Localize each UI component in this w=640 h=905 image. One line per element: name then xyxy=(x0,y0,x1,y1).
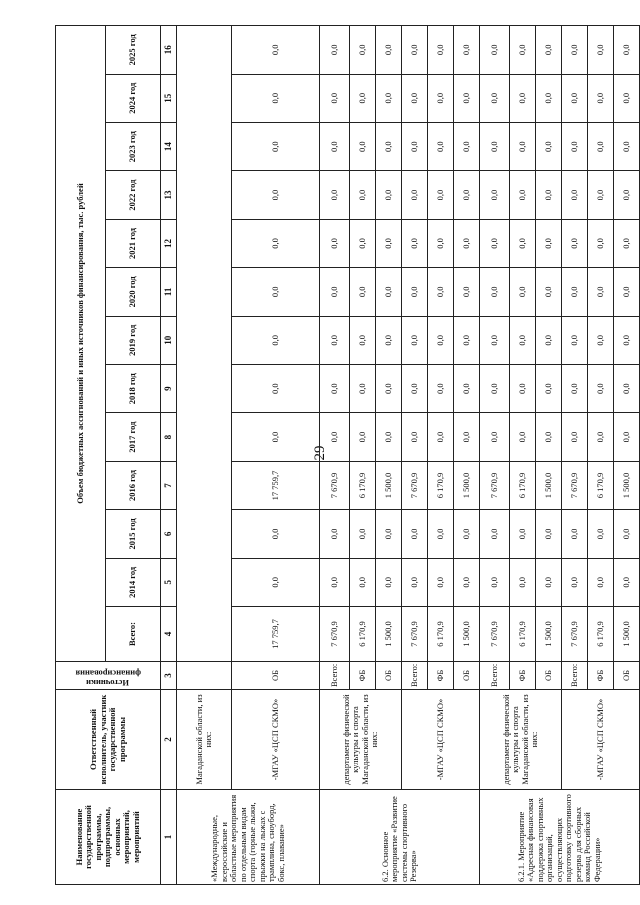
row-year-value: 0,0 xyxy=(454,122,480,170)
row-source: ОБ xyxy=(376,662,402,690)
row-year-value: 0,0 xyxy=(614,26,640,75)
row-year-value: 0,0 xyxy=(454,26,480,75)
row-year-value: 0,0 xyxy=(536,510,562,558)
row-year-value: 0,0 xyxy=(376,26,402,75)
table-row xyxy=(320,26,350,885)
row-year-value: 0,0 xyxy=(376,219,402,267)
row-year-value: 6 170,9 xyxy=(510,461,536,509)
table-row xyxy=(402,26,428,885)
row-year-value: 0,0 xyxy=(320,268,350,316)
row-year-value: 0,0 xyxy=(614,413,640,461)
row-year-value: 0,0 xyxy=(562,316,588,364)
row-year-value: 0,0 xyxy=(536,122,562,170)
row-year-value: 0,0 xyxy=(402,268,428,316)
row-year-value: 0,0 xyxy=(536,219,562,267)
row-year-value: 0,0 xyxy=(454,364,480,412)
row-year-value: 0,0 xyxy=(614,510,640,558)
row-year-value: 0,0 xyxy=(402,558,428,606)
header-year: 2018 год xyxy=(106,364,161,412)
row-year-value: 0,0 xyxy=(376,74,402,122)
row-year-value: 0,0 xyxy=(454,268,480,316)
row-year-value: 0,0 xyxy=(588,122,614,170)
row-year-value: 0,0 xyxy=(232,268,320,316)
row-year-value: 0,0 xyxy=(350,316,376,364)
row-year-value: 0,0 xyxy=(320,558,350,606)
row-year-value: 0,0 xyxy=(232,219,320,267)
column-number: 6 xyxy=(161,510,177,558)
row-year-value: 0,0 xyxy=(588,413,614,461)
row-executor: департамент физической культуры и спорта Магаданской области, из них: xyxy=(320,690,402,790)
row-year-value: 0,0 xyxy=(614,74,640,122)
row-total-value: 6 170,9 xyxy=(428,607,454,662)
row-values-empty xyxy=(177,26,232,662)
row-year-value: 6 170,9 xyxy=(428,461,454,509)
row-year-value: 0,0 xyxy=(350,122,376,170)
row-year-value: 0,0 xyxy=(232,413,320,461)
row-total-value: 7 670,9 xyxy=(480,607,510,662)
row-year-value: 0,0 xyxy=(350,510,376,558)
row-source: ФБ xyxy=(350,662,376,690)
header-year: 2022 год xyxy=(106,171,161,219)
row-year-value: 0,0 xyxy=(428,364,454,412)
row-year-value: 0,0 xyxy=(402,364,428,412)
row-year-value: 0,0 xyxy=(588,268,614,316)
row-year-value: 0,0 xyxy=(480,74,510,122)
row-year-value: 0,0 xyxy=(402,26,428,75)
column-number: 16 xyxy=(161,26,177,75)
column-number: 7 xyxy=(161,461,177,509)
row-year-value: 0,0 xyxy=(614,364,640,412)
row-total-value: 1 500,0 xyxy=(454,607,480,662)
row-total-value: 1 500,0 xyxy=(614,607,640,662)
row-year-value: 0,0 xyxy=(510,413,536,461)
row-year-value: 0,0 xyxy=(588,364,614,412)
header-volume: Объем бюджетных ассигнований и иных источников финансирования, тыс. рублей xyxy=(56,26,106,662)
row-year-value: 0,0 xyxy=(402,316,428,364)
row-year-value: 0,0 xyxy=(480,510,510,558)
row-year-value: 0,0 xyxy=(320,26,350,75)
row-source: ОБ xyxy=(614,662,640,690)
row-year-value: 0,0 xyxy=(562,219,588,267)
column-number: 2 xyxy=(161,690,177,790)
row-year-value: 0,0 xyxy=(320,171,350,219)
row-year-value: 0,0 xyxy=(402,171,428,219)
row-year-value: 0,0 xyxy=(510,364,536,412)
row-executor: -МГАУ «ЦСП СКМО» xyxy=(232,690,320,790)
row-year-value: 0,0 xyxy=(510,268,536,316)
row-year-value: 0,0 xyxy=(232,171,320,219)
row-year-value: 0,0 xyxy=(376,558,402,606)
row-year-value: 0,0 xyxy=(320,122,350,170)
row-year-value: 0,0 xyxy=(614,122,640,170)
row-year-value: 0,0 xyxy=(232,26,320,75)
row-year-value: 0,0 xyxy=(402,74,428,122)
row-year-value: 0,0 xyxy=(320,219,350,267)
row-year-value: 0,0 xyxy=(428,558,454,606)
row-source: ОБ xyxy=(536,662,562,690)
row-year-value: 0,0 xyxy=(480,364,510,412)
row-year-value: 0,0 xyxy=(350,413,376,461)
row-year-value: 0,0 xyxy=(376,171,402,219)
row-year-value: 0,0 xyxy=(480,268,510,316)
row-year-value: 0,0 xyxy=(480,26,510,75)
row-year-value: 0,0 xyxy=(588,316,614,364)
row-total-value: 6 170,9 xyxy=(588,607,614,662)
row-year-value: 0,0 xyxy=(320,364,350,412)
column-number-row xyxy=(161,26,177,885)
row-year-value: 0,0 xyxy=(562,268,588,316)
rotated-page xyxy=(55,25,635,885)
row-year-value: 0,0 xyxy=(428,171,454,219)
header-year: 2024 год xyxy=(106,74,161,122)
header-total: Всего: xyxy=(106,607,161,662)
row-year-value: 0,0 xyxy=(428,413,454,461)
row-year-value: 0,0 xyxy=(480,122,510,170)
row-executor: -МГАУ «ЦСП СКМО» xyxy=(402,690,480,790)
header-year: 2014 год xyxy=(106,558,161,606)
row-year-value: 0,0 xyxy=(376,122,402,170)
row-year-value: 6 170,9 xyxy=(350,461,376,509)
row-year-value: 0,0 xyxy=(588,219,614,267)
row-year-value: 0,0 xyxy=(428,510,454,558)
page-number: 29 xyxy=(312,445,328,461)
row-year-value: 0,0 xyxy=(536,316,562,364)
row-year-value: 0,0 xyxy=(562,364,588,412)
row-executor: -МГАУ «ЦСП СКМО» xyxy=(562,690,640,790)
row-year-value: 0,0 xyxy=(480,413,510,461)
row-year-value: 0,0 xyxy=(428,219,454,267)
row-year-value: 0,0 xyxy=(232,122,320,170)
row-year-value: 0,0 xyxy=(614,219,640,267)
column-number: 14 xyxy=(161,122,177,170)
row-total-value: 7 670,9 xyxy=(562,607,588,662)
row-year-value: 0,0 xyxy=(428,74,454,122)
table-row xyxy=(480,26,510,885)
row-source: ОБ xyxy=(454,662,480,690)
row-year-value: 0,0 xyxy=(562,558,588,606)
row-source: Всего: xyxy=(480,662,510,690)
row-year-value: 0,0 xyxy=(232,316,320,364)
row-year-value: 0,0 xyxy=(588,26,614,75)
row-year-value: 0,0 xyxy=(588,171,614,219)
column-number: 9 xyxy=(161,364,177,412)
header-year: 2020 год xyxy=(106,268,161,316)
column-number: 10 xyxy=(161,316,177,364)
row-year-value: 0,0 xyxy=(232,510,320,558)
row-name: 6.2.1. Мероприятие «Адресная финансовая поддержка спортивных организаций, осуществляющих подготовку спортивного резерва для сборных команд Российской Федерации» xyxy=(480,790,640,885)
row-year-value: 0,0 xyxy=(350,364,376,412)
row-total-value: 6 170,9 xyxy=(510,607,536,662)
row-year-value: 0,0 xyxy=(510,510,536,558)
row-year-value: 0,0 xyxy=(562,413,588,461)
row-source: ФБ xyxy=(510,662,536,690)
row-year-value: 0,0 xyxy=(232,558,320,606)
row-year-value: 0,0 xyxy=(232,74,320,122)
row-year-value: 7 670,9 xyxy=(402,461,428,509)
header-year: 2025 год xyxy=(106,26,161,75)
row-total-value: 1 500,0 xyxy=(376,607,402,662)
header-year: 2017 год xyxy=(106,413,161,461)
row-year-value: 0,0 xyxy=(614,558,640,606)
row-year-value: 7 670,9 xyxy=(480,461,510,509)
column-number: 5 xyxy=(161,558,177,606)
row-year-value: 0,0 xyxy=(562,26,588,75)
row-year-value: 0,0 xyxy=(536,268,562,316)
header-name: Наименование государственной программы, подпрограммы, основных мероприятий, мероприятий xyxy=(56,790,161,885)
row-year-value: 0,0 xyxy=(350,74,376,122)
row-name: 6.2. Основное мероприятие «Развитие системы спортивного Резерва» xyxy=(320,790,480,885)
row-year-value: 0,0 xyxy=(402,219,428,267)
header-executor: Ответственный исполнитель, участник государственной программы xyxy=(56,690,161,790)
row-year-value: 0,0 xyxy=(480,558,510,606)
row-year-value: 0,0 xyxy=(350,268,376,316)
row-year-value: 0,0 xyxy=(510,316,536,364)
row-year-value: 0,0 xyxy=(562,74,588,122)
row-year-value: 0,0 xyxy=(454,510,480,558)
row-year-value: 0,0 xyxy=(562,122,588,170)
row-year-value: 7 670,9 xyxy=(562,461,588,509)
row-year-value: 0,0 xyxy=(320,413,350,461)
column-number: 13 xyxy=(161,171,177,219)
row-year-value: 0,0 xyxy=(376,316,402,364)
row-year-value: 0,0 xyxy=(454,171,480,219)
header-source xyxy=(56,662,161,690)
row-total-value: 7 670,9 xyxy=(402,607,428,662)
row-year-value: 0,0 xyxy=(350,26,376,75)
row-source: Всего: xyxy=(562,662,588,690)
column-number: 8 xyxy=(161,413,177,461)
row-year-value: 0,0 xyxy=(510,74,536,122)
row-year-value: 0,0 xyxy=(454,413,480,461)
column-number: 15 xyxy=(161,74,177,122)
row-year-value: 0,0 xyxy=(402,122,428,170)
row-year-value: 1 500,0 xyxy=(614,461,640,509)
row-name: «Международные, всероссийские и областные мероприятия по отдельным видам спорта (горные лыжи, прыжки на лыжах с трамплина, сноуборд, бокс, плавание» xyxy=(177,790,320,885)
row-year-value: 0,0 xyxy=(350,219,376,267)
row-year-value: 0,0 xyxy=(510,26,536,75)
row-year-value: 0,0 xyxy=(614,171,640,219)
row-year-value: 0,0 xyxy=(376,510,402,558)
row-year-value: 0,0 xyxy=(536,26,562,75)
row-year-value: 0,0 xyxy=(402,413,428,461)
row-year-value: 1 500,0 xyxy=(376,461,402,509)
header-source-text: Источники финансирования xyxy=(75,668,141,688)
row-year-value: 0,0 xyxy=(480,316,510,364)
row-year-value: 0,0 xyxy=(562,171,588,219)
row-year-value: 0,0 xyxy=(376,364,402,412)
row-year-value: 0,0 xyxy=(510,171,536,219)
header-year: 2021 год xyxy=(106,219,161,267)
row-year-value: 0,0 xyxy=(350,171,376,219)
row-year-value: 0,0 xyxy=(510,219,536,267)
row-year-value: 0,0 xyxy=(428,26,454,75)
row-source: Всего: xyxy=(402,662,428,690)
row-year-value: 0,0 xyxy=(232,364,320,412)
row-year-value: 1 500,0 xyxy=(454,461,480,509)
row-year-value: 0,0 xyxy=(536,171,562,219)
row-year-value: 0,0 xyxy=(614,268,640,316)
table-row xyxy=(562,26,588,885)
row-source: ФБ xyxy=(428,662,454,690)
row-year-value: 0,0 xyxy=(588,74,614,122)
row-executor: Магаданской области, из них: xyxy=(177,690,232,790)
row-year-value: 0,0 xyxy=(480,219,510,267)
row-year-value: 0,0 xyxy=(428,122,454,170)
row-source: ФБ xyxy=(588,662,614,690)
row-year-value: 0,0 xyxy=(536,74,562,122)
row-year-value: 0,0 xyxy=(536,364,562,412)
row-year-value: 0,0 xyxy=(320,510,350,558)
row-year-value: 0,0 xyxy=(480,171,510,219)
column-number: 3 xyxy=(161,662,177,690)
row-year-value: 0,0 xyxy=(562,510,588,558)
row-executor: департамент физической культуры и спорта Магаданской области, из них: xyxy=(480,690,562,790)
header-year: 2015 год xyxy=(106,510,161,558)
row-year-value: 0,0 xyxy=(454,316,480,364)
column-number: 11 xyxy=(161,268,177,316)
column-number: 1 xyxy=(161,790,177,885)
row-year-value: 0,0 xyxy=(428,316,454,364)
row-year-value: 0,0 xyxy=(320,74,350,122)
header-year: 2023 год xyxy=(106,122,161,170)
row-year-value: 6 170,9 xyxy=(588,461,614,509)
row-year-value: 0,0 xyxy=(536,413,562,461)
row-total-value: 1 500,0 xyxy=(536,607,562,662)
table-row xyxy=(232,26,320,885)
row-year-value: 0,0 xyxy=(510,558,536,606)
column-number: 4 xyxy=(161,607,177,662)
row-year-value: 17 759,7 xyxy=(232,461,320,509)
row-year-value: 0,0 xyxy=(588,558,614,606)
row-source: Всего: xyxy=(320,662,350,690)
column-number: 12 xyxy=(161,219,177,267)
row-year-value: 0,0 xyxy=(454,74,480,122)
row-year-value: 1 500,0 xyxy=(536,461,562,509)
header-year: 2019 год xyxy=(106,316,161,364)
row-year-value: 0,0 xyxy=(350,558,376,606)
row-year-value: 0,0 xyxy=(588,510,614,558)
header-year: 2016 год xyxy=(106,461,161,509)
row-year-value: 0,0 xyxy=(614,316,640,364)
row-year-value: 0,0 xyxy=(320,316,350,364)
row-year-value: 0,0 xyxy=(536,558,562,606)
row-year-value: 0,0 xyxy=(428,268,454,316)
financing-table xyxy=(55,25,640,885)
row-total-value: 17 759,7 xyxy=(232,607,320,662)
row-source xyxy=(177,662,232,690)
row-year-value: 0,0 xyxy=(402,510,428,558)
row-source: ОБ xyxy=(232,662,320,690)
row-year-value: 0,0 xyxy=(376,268,402,316)
row-year-value: 7 670,9 xyxy=(320,461,350,509)
row-total-value: 7 670,9 xyxy=(320,607,350,662)
row-total-value: 6 170,9 xyxy=(350,607,376,662)
row-year-value: 0,0 xyxy=(454,558,480,606)
row-year-value: 0,0 xyxy=(376,413,402,461)
row-year-value: 0,0 xyxy=(454,219,480,267)
row-year-value: 0,0 xyxy=(510,122,536,170)
